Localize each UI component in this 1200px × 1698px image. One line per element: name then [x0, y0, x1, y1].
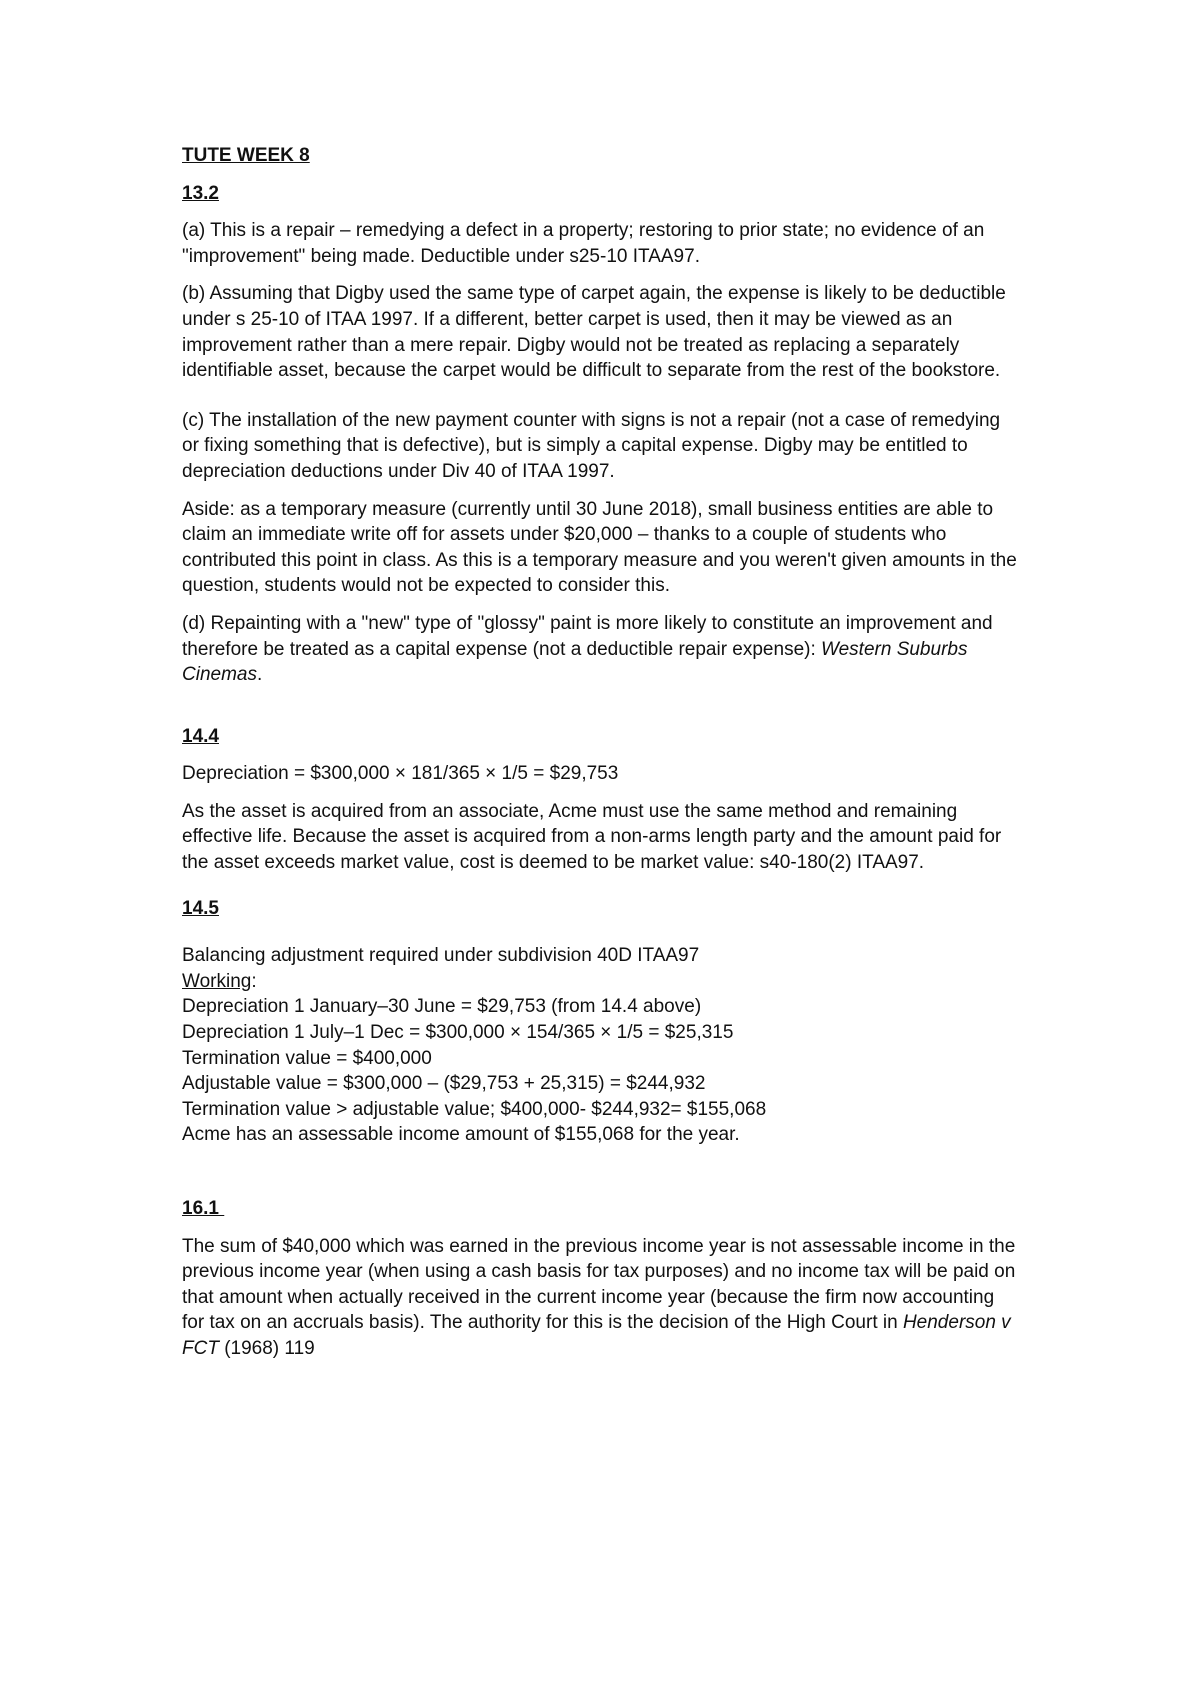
- working-label: Working: [182, 970, 252, 992]
- depreciation-calculation: Depreciation = $300,000 × 181/365 × 1/5 = $29,753: [182, 763, 619, 785]
- working-line-6: Acme has an assessable income amount of $155,068 for the year.: [182, 1124, 740, 1146]
- section-heading-13-2: 13.2: [182, 182, 219, 204]
- answer-16-1-text: The sum of $40,000 which was earned in the previous income year is not assessable income in the previous income year (when using a cash basis for tax purposes) and no income tax will be paid on that amount when actually received in the current income year (because the firm now accounting for tax on an accruals basis). The authority for this is the decision of the High Court in: [182, 1235, 1016, 1334]
- working-line-3: Termination value = $400,000: [182, 1047, 432, 1069]
- balancing-adjustment-intro: Balancing adjustment required under subdivision 40D ITAA97: [182, 945, 700, 967]
- answer-16-1-end: (1968) 119: [218, 1337, 315, 1359]
- aside-note: Aside: as a temporary measure (currently until 30 June 2018), small business entities are able to claim an immediate write off for assets under $20,000 – thanks to a couple of students who contributed this point in class. As this is a temporary measure and you weren't given amounts in the question, students would not be expected to consider this.: [182, 498, 1017, 597]
- answer-16-1: [182, 1234, 1020, 1362]
- working-line-5: Termination value > adjustable value; $400,000- $244,932= $155,068: [182, 1098, 767, 1120]
- answer-13-2-a: (a) This is a repair – remedying a defect in a property; restoring to prior state; no evidence of an "improvement" being made. Deductible under s25-10 ITAA97.: [182, 220, 985, 267]
- working-line-1: Depreciation 1 January–30 June = $29,753 (from 14.4 above): [182, 996, 702, 1018]
- section-heading-16-1: 16.1: [182, 1198, 225, 1219]
- section-heading-14-5: 14.5: [182, 897, 219, 919]
- answer-13-2-b: (b) Assuming that Digby used the same type of carpet again, the expense is likely to be deductible under s 25-10 of ITAA 1997. If a different, better carpet is used, then it may be viewed as an improvement rather than a mere repair. Digby would not be treated as replacing a separately identifiable asset, because the carpet would be difficult to separate from the rest of the bookstore.: [182, 283, 1006, 382]
- answer-13-2-c: (c) The installation of the new payment counter with signs is not a repair (not a case of remedying or fixing something that is defective), but is simply a capital expense. Digby may be entitled to depreciation deductions under Div 40 of ITAA 1997.: [182, 409, 1001, 482]
- working-block: [182, 943, 1020, 1148]
- case-name-henderson: Henderson v FCT: [182, 1312, 1011, 1359]
- working-colon: :: [251, 970, 257, 992]
- answer-13-2-d: [182, 611, 1020, 688]
- answer-13-2-d-end: .: [256, 664, 263, 686]
- document-title: TUTE WEEK 8: [182, 145, 310, 166]
- working-line-4: Adjustable value = $300,000 – ($29,753 + 25,315) = $244,932: [182, 1073, 706, 1095]
- answer-14-4-explanation: As the asset is acquired from an associate, Acme must use the same method and remaining effective life. Because the asset is acquired from a non-arms length party and the amount paid for the asset exceeds market value, cost is deemed to be market value: s40-180(2) ITAA97.: [182, 800, 1002, 874]
- case-name-western-suburbs: Western Suburbs Cinemas: [182, 638, 968, 686]
- working-label-line: [182, 969, 1020, 995]
- section-heading-14-4: 14.4: [182, 725, 219, 747]
- answer-13-2-d-text: (d) Repainting with a "new" type of "glossy" paint is more likely to constitute an improvement and therefore be treated as a capital expense (not a deductible repair expense):: [182, 612, 993, 660]
- working-line-2: Depreciation 1 July–1 Dec = $300,000 × 154/365 × 1/5 = $25,315: [182, 1022, 734, 1044]
